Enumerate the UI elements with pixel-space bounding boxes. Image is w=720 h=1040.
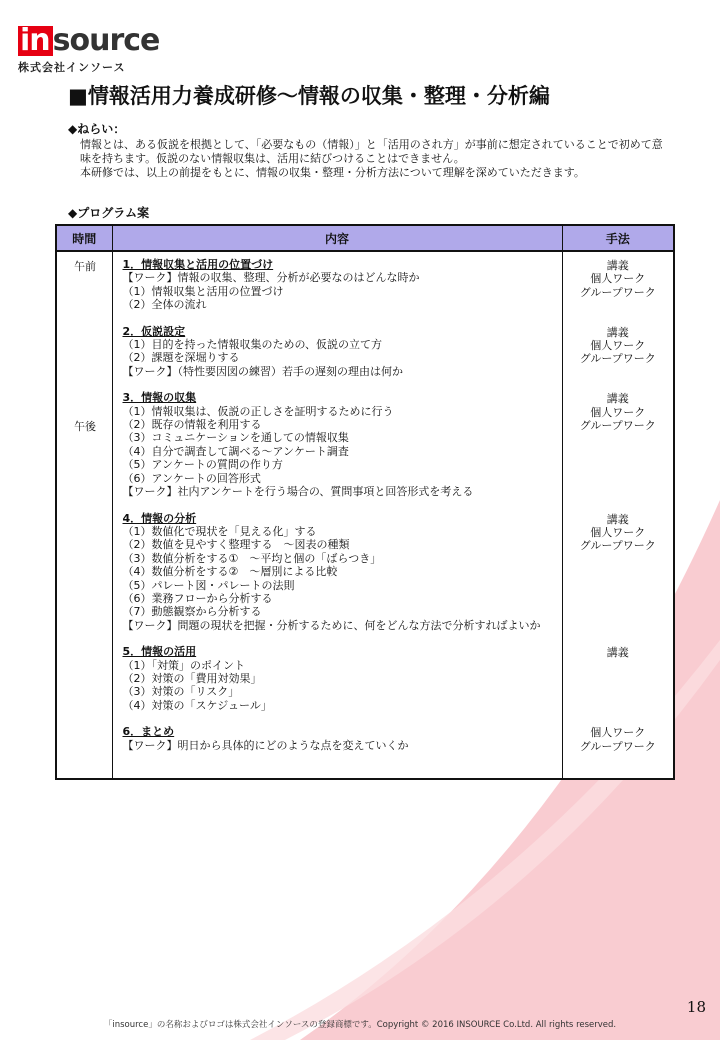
- method-label: グループワーク: [579, 285, 656, 299]
- method-block: [563, 726, 674, 753]
- logo-mark-rest: source: [52, 23, 160, 58]
- method-block: [563, 259, 674, 299]
- module-title: 6．まとめ: [122, 725, 175, 739]
- method-label: グループワーク: [579, 352, 656, 366]
- method-label: 講義: [606, 392, 629, 406]
- module-item: 【ワーク】社内アンケートを行う場合の、質問事項と回答形式を考える: [122, 485, 474, 499]
- module-item: （1）数値化で現状を「見える化」する: [122, 524, 317, 538]
- module-item: （6）業務フローから分析する: [122, 591, 273, 605]
- module-title: 2．仮説設定: [122, 324, 186, 338]
- aim-body: [80, 138, 670, 180]
- method-label: 個人ワーク: [590, 272, 646, 286]
- module-item: 【ワーク】問題の現状を把握・分析するために、何をどんな方法で分析すればよいか: [122, 618, 541, 632]
- method-label: 講義: [606, 259, 629, 272]
- module-item: （2）既存の情報を利用する: [122, 418, 262, 432]
- method-label: 個人ワーク: [590, 525, 646, 539]
- method-label: グループワーク: [579, 739, 656, 753]
- program-module: [123, 725, 554, 752]
- module-item: （3）対策の「リスク」: [122, 685, 240, 699]
- method-label: 講義: [606, 512, 629, 526]
- column-header-content: 内容: [112, 225, 562, 251]
- aim-paragraph: 情報とは、ある仮説を根拠として、「必要なもの（情報）」と「活用のされ方」が事前に想定されていることで初めて意味を持ちます。仮説のない情報収集は、活用に結びつけることはできません。: [80, 138, 663, 165]
- method-label: 個人ワーク: [590, 726, 646, 740]
- method-label: 講義: [606, 646, 629, 660]
- time-label-pm: 午後: [74, 420, 96, 433]
- module-item: （3）コミュニケーションを通しての情報収集: [122, 431, 349, 445]
- method-block: [563, 326, 674, 366]
- insource-logo: [18, 23, 160, 75]
- program-module: [123, 512, 554, 633]
- method-label: 個人ワーク: [590, 405, 646, 419]
- module-item: （4）対策の「スケジュール」: [122, 698, 272, 712]
- program-module: [123, 391, 554, 498]
- program-module: [123, 645, 554, 712]
- module-item: （2）数値を見やすく整理する ～図表の種類: [122, 538, 350, 552]
- program-module: [123, 325, 554, 379]
- content-cell: [112, 251, 562, 779]
- method-label: グループワーク: [579, 419, 656, 433]
- table-header-row: [56, 225, 674, 251]
- footer-copyright: 「insource」の名称およびロゴは株式会社インソースの登録商標です。Copyright © 2016 INSOURCE Co.Ltd. All rights reserved.: [103, 1020, 617, 1030]
- method-block: [563, 392, 674, 432]
- module-item: 【ワーク】情報の収集、整理、分析が必要なのはどんな時か: [122, 271, 420, 285]
- module-title: 1．情報収集と活用の位置づけ: [122, 258, 274, 271]
- module-title: 3．情報の収集: [122, 391, 197, 405]
- module-item: （5）パレート図・パレートの法則: [122, 578, 295, 592]
- page-number: 18: [686, 998, 706, 1016]
- aim-paragraph: 本研修では、以上の前提をもとに、情報の収集・整理・分析方法について理解を深めていただきます。: [80, 166, 585, 179]
- method-cell: [562, 251, 674, 779]
- module-title: 4．情報の分析: [122, 511, 197, 525]
- table-row: [56, 251, 674, 779]
- logo-mark-in: in: [18, 26, 53, 56]
- module-item: （4）自分で調査して調べる～アンケート調査: [122, 444, 349, 458]
- logo-mark: [18, 23, 160, 58]
- module-item: 【ワーク】明日から具体的にどのような点を変えていくか: [122, 738, 409, 752]
- module-item: （1）目的を持った情報収集のための、仮説の立て方: [122, 338, 383, 352]
- module-title: 5．情報の活用: [122, 645, 197, 659]
- method-label: 講義: [606, 325, 629, 339]
- program-heading: ◆プログラム案: [68, 206, 150, 220]
- document-title: ■情報活用力養成研修～情報の収集・整理・分析編: [68, 84, 550, 108]
- module-item: （1）情報収集と活用の位置づけ: [122, 284, 284, 298]
- module-item: （5）アンケートの質問の作り方: [122, 458, 283, 472]
- module-item: （7）動態観察から分析する: [122, 605, 262, 619]
- module-item: （3）数値分析をする① ～平均と個の「ばらつき」: [122, 551, 382, 565]
- column-header-method: 手法: [562, 225, 674, 251]
- module-item: （2）全体の流れ: [122, 298, 207, 312]
- module-item: （2）対策の「費用対効果」: [122, 671, 262, 685]
- module-item: （4）数値分析をする② ～層別による比較: [122, 565, 338, 579]
- module-item: （6）アンケートの回答形式: [122, 471, 261, 485]
- logo-company-name: 株式会社インソース: [18, 61, 126, 74]
- program-table: [55, 224, 675, 780]
- module-item: （2）課題を深堀りする: [122, 351, 240, 365]
- module-item: 【ワーク】（特性要因図の練習）若手の遅刻の理由は何か: [122, 364, 403, 378]
- module-item: （1）「対策」のポイント: [122, 658, 245, 672]
- method-block: [563, 646, 674, 659]
- method-label: 個人ワーク: [590, 339, 646, 353]
- program-module: [123, 258, 554, 312]
- method-block: [563, 513, 674, 553]
- method-label: グループワーク: [579, 539, 656, 553]
- time-label-am: 午前: [74, 260, 96, 273]
- column-header-time: 時間: [56, 225, 112, 251]
- module-item: （1）情報収集は、仮説の正しさを証明するために行う: [122, 404, 394, 418]
- time-cell: [56, 251, 112, 779]
- aim-heading: ◆ねらい：: [68, 122, 126, 136]
